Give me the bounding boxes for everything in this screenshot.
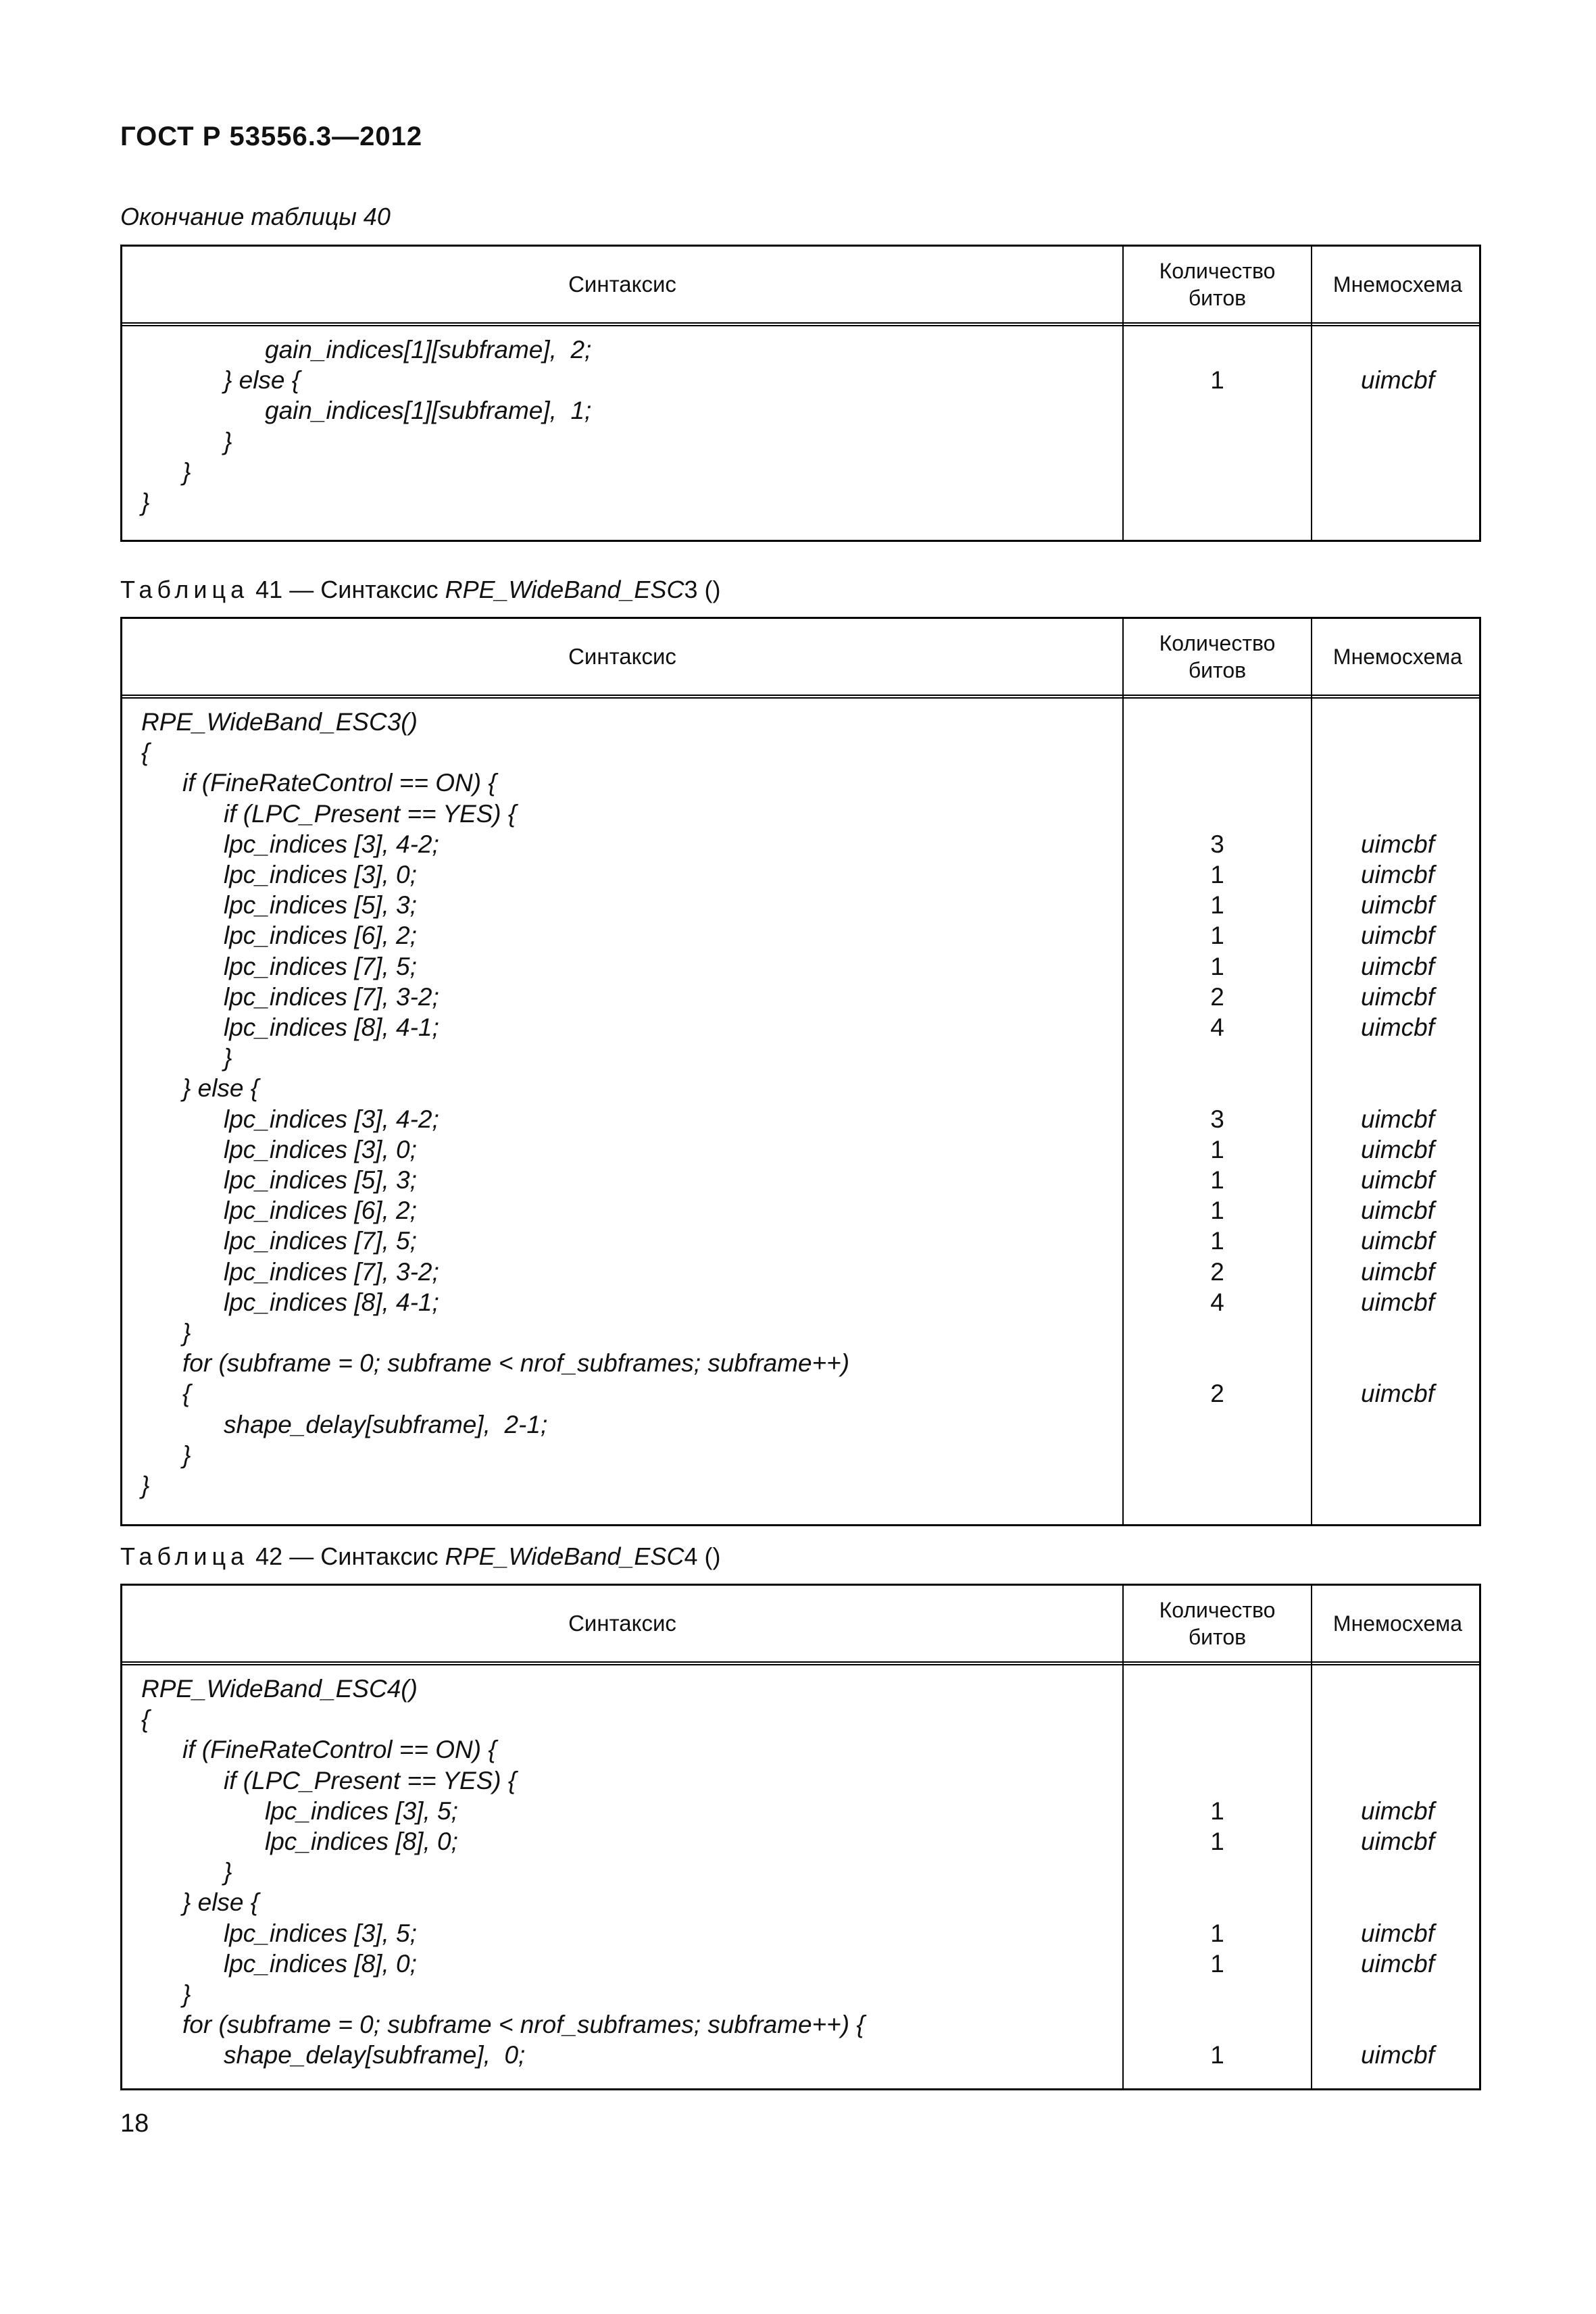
table-row [122, 890, 1479, 920]
syntax-cell: } [182, 457, 191, 486]
table-row [122, 1257, 1479, 1287]
table-row [122, 1317, 1479, 1348]
table-row [122, 395, 1479, 426]
syntax-cell: gain_indices[1][subframe], 2; [265, 336, 592, 363]
bits-cell: 1 [1210, 1828, 1224, 1855]
syntax-cell: } [224, 1044, 232, 1072]
syntax-cell: lpc_indices [3], 0; [224, 1135, 417, 1163]
syntax-cell: } [141, 488, 150, 516]
syntax-cell: if (LPC_Present == YES) { [224, 799, 517, 828]
table-row [122, 1226, 1479, 1256]
table-40-end [120, 245, 1481, 542]
table-row [122, 334, 1479, 365]
column-header-mnemonic: Мнемосхема [1332, 644, 1463, 669]
mnemonic-cell: uimcbf [1361, 861, 1435, 888]
table-row [122, 982, 1479, 1012]
table-row [122, 920, 1479, 951]
mnemonic-cell: uimcbf [1361, 922, 1435, 950]
syntax-cell: lpc_indices [3], 0; [224, 861, 417, 888]
table-row [122, 951, 1479, 982]
bits-cell: 3 [1210, 830, 1224, 858]
mnemonic-cell: uimcbf [1361, 366, 1435, 395]
mnemonic-cell: uimcbf [1361, 952, 1435, 980]
mnemonic-cell: uimcbf [1361, 1828, 1435, 1855]
table-row [122, 1918, 1479, 1948]
syntax-cell: lpc_indices [8], 0; [224, 1949, 417, 1978]
column-header-bits: Количество битов [1159, 631, 1276, 682]
table-42 [120, 1584, 1481, 2090]
syntax-cell: lpc_indices [3], 5; [265, 1796, 458, 1825]
table-row [122, 1165, 1479, 1195]
syntax-cell: } [182, 1440, 191, 1469]
table-row [122, 1887, 1479, 1917]
table-header [122, 247, 1479, 326]
table-row [122, 1826, 1479, 1857]
column-header-syntax: Синтаксис [568, 272, 676, 297]
syntax-cell: { [141, 1705, 150, 1734]
syntax-cell: lpc_indices [8], 4-1; [224, 1013, 439, 1041]
bits-cell: 1 [1210, 1227, 1224, 1255]
bits-cell: 1 [1210, 2041, 1224, 2069]
table-row [122, 1348, 1479, 1378]
syntax-cell: lpc_indices [8], 0; [265, 1828, 458, 1855]
mnemonic-cell: uimcbf [1361, 891, 1435, 920]
bits-cell: 3 [1210, 1105, 1224, 1133]
table-row [122, 365, 1479, 395]
syntax-cell: lpc_indices [7], 3-2; [224, 982, 439, 1011]
syntax-cell: shape_delay[subframe], 0; [224, 2041, 526, 2069]
bits-cell: 4 [1210, 1288, 1224, 1316]
syntax-cell: { [182, 1380, 191, 1408]
column-header-bits: Количество битов [1159, 259, 1276, 310]
table-row [122, 859, 1479, 890]
bits-cell: 1 [1210, 861, 1224, 888]
bits-cell: 1 [1210, 1919, 1224, 1947]
syntax-cell: RPE_WideBand_ESC3() [141, 708, 418, 736]
table-row [122, 1470, 1479, 1501]
mnemonic-cell: uimcbf [1361, 982, 1435, 1011]
column-header-syntax: Синтаксис [568, 1611, 676, 1636]
bits-cell: 1 [1210, 1949, 1224, 1978]
syntax-cell: lpc_indices [5], 3; [224, 891, 417, 920]
bits-cell: 1 [1210, 1135, 1224, 1163]
table-row [122, 1765, 1479, 1796]
table-row [122, 426, 1479, 457]
mnemonic-cell: uimcbf [1361, 1197, 1435, 1225]
table-header [122, 619, 1479, 699]
table-row [122, 487, 1479, 518]
table-row [122, 1287, 1479, 1317]
table-row [122, 1674, 1479, 1704]
bits-cell: 1 [1210, 891, 1224, 920]
bits-cell: 1 [1210, 1197, 1224, 1225]
table-row [122, 799, 1479, 829]
table-row [122, 1378, 1479, 1409]
table-row [122, 1440, 1479, 1470]
column-header-syntax: Синтаксис [568, 644, 676, 669]
syntax-cell: } else { [182, 1888, 259, 1917]
table-41-caption: Таблица 41 — Синтаксис RPE_WideBand_ESC3 () [120, 576, 721, 603]
table-row [122, 1734, 1479, 1765]
mnemonic-cell: uimcbf [1361, 1796, 1435, 1825]
syntax-cell: lpc_indices [5], 3; [224, 1166, 417, 1194]
table-row [122, 1104, 1479, 1134]
syntax-cell: shape_delay[subframe], 2-1; [224, 1410, 548, 1438]
table-row [122, 768, 1479, 798]
table-row [122, 1979, 1479, 2009]
mnemonic-cell: uimcbf [1361, 1919, 1435, 1947]
table-42-caption: Таблица 42 — Синтаксис RPE_WideBand_ESC4 () [120, 1542, 721, 1570]
table-row [122, 737, 1479, 768]
mnemonic-cell: uimcbf [1361, 1105, 1435, 1133]
mnemonic-cell: uimcbf [1361, 1949, 1435, 1978]
page-number: 18 [120, 2109, 149, 2138]
syntax-cell: lpc_indices [6], 2; [224, 1197, 417, 1225]
column-header-mnemonic: Мнемосхема [1332, 272, 1463, 297]
syntax-cell: { [141, 738, 150, 767]
table-row [122, 457, 1479, 487]
mnemonic-cell: uimcbf [1361, 2041, 1435, 2069]
table-row [122, 829, 1479, 859]
syntax-cell: } else { [182, 1074, 259, 1103]
bits-cell: 1 [1210, 922, 1224, 950]
bits-cell: 1 [1210, 366, 1224, 395]
syntax-cell: } [182, 1980, 191, 2008]
syntax-cell: lpc_indices [7], 5; [224, 1227, 417, 1255]
mnemonic-cell: uimcbf [1361, 1288, 1435, 1316]
table-row [122, 707, 1479, 737]
table-row [122, 2009, 1479, 2040]
table-row [122, 1857, 1479, 1887]
table-row [122, 1195, 1479, 1226]
syntax-cell: lpc_indices [8], 4-1; [224, 1288, 439, 1316]
bits-cell: 1 [1210, 1166, 1224, 1194]
mnemonic-cell: uimcbf [1361, 1380, 1435, 1408]
syntax-cell: RPE_WideBand_ESC4() [141, 1675, 418, 1703]
table-header [122, 1586, 1479, 1665]
bits-cell: 2 [1210, 1380, 1224, 1408]
bits-cell: 4 [1210, 1013, 1224, 1041]
table-row [122, 1012, 1479, 1042]
syntax-cell: lpc_indices [3], 5; [224, 1919, 417, 1947]
table-row [122, 1796, 1479, 1826]
bits-cell: 2 [1210, 982, 1224, 1011]
syntax-cell: } [224, 1858, 232, 1886]
syntax-cell: lpc_indices [7], 3-2; [224, 1257, 439, 1286]
column-header-bits: Количество битов [1159, 1598, 1276, 1649]
syntax-cell: } [141, 1472, 150, 1499]
mnemonic-cell: uimcbf [1361, 1166, 1435, 1194]
syntax-cell: for (subframe = 0; subframe < nrof_subframes; subframe++) { [182, 2011, 865, 2039]
table-row [122, 1042, 1479, 1073]
mnemonic-cell: uimcbf [1361, 1135, 1435, 1163]
syntax-cell: if (FineRateControl == ON) { [182, 769, 497, 797]
bits-cell: 2 [1210, 1257, 1224, 1286]
syntax-cell: } [224, 427, 232, 455]
table-row [122, 1948, 1479, 1979]
mnemonic-cell: uimcbf [1361, 830, 1435, 858]
table-row [122, 2040, 1479, 2070]
table-row [122, 1409, 1479, 1440]
syntax-cell: lpc_indices [3], 4-2; [224, 1105, 439, 1133]
syntax-cell: lpc_indices [7], 5; [224, 952, 417, 980]
syntax-cell: } else { [224, 366, 301, 395]
syntax-cell: for (subframe = 0; subframe < nrof_subframes; subframe++) [182, 1349, 850, 1378]
table-row [122, 1704, 1479, 1734]
syntax-cell: if (LPC_Present == YES) { [224, 1766, 517, 1794]
bits-cell: 1 [1210, 952, 1224, 980]
mnemonic-cell: uimcbf [1361, 1013, 1435, 1041]
syntax-cell: lpc_indices [3], 4-2; [224, 830, 439, 858]
bits-cell: 1 [1210, 1796, 1224, 1825]
mnemonic-cell: uimcbf [1361, 1227, 1435, 1255]
syntax-cell: lpc_indices [6], 2; [224, 922, 417, 950]
table-row [122, 1073, 1479, 1103]
column-header-mnemonic: Мнемосхема [1332, 1611, 1463, 1636]
syntax-cell: if (FineRateControl == ON) { [182, 1736, 497, 1764]
table-40-continuation-caption: Окончание таблицы 40 [120, 203, 391, 230]
page-header: ГОСТ Р 53556.3—2012 [120, 122, 423, 151]
table-row [122, 1134, 1479, 1165]
mnemonic-cell: uimcbf [1361, 1257, 1435, 1286]
syntax-cell: } [182, 1319, 191, 1347]
table-41 [120, 617, 1481, 1526]
syntax-cell: gain_indices[1][subframe], 1; [265, 397, 592, 425]
